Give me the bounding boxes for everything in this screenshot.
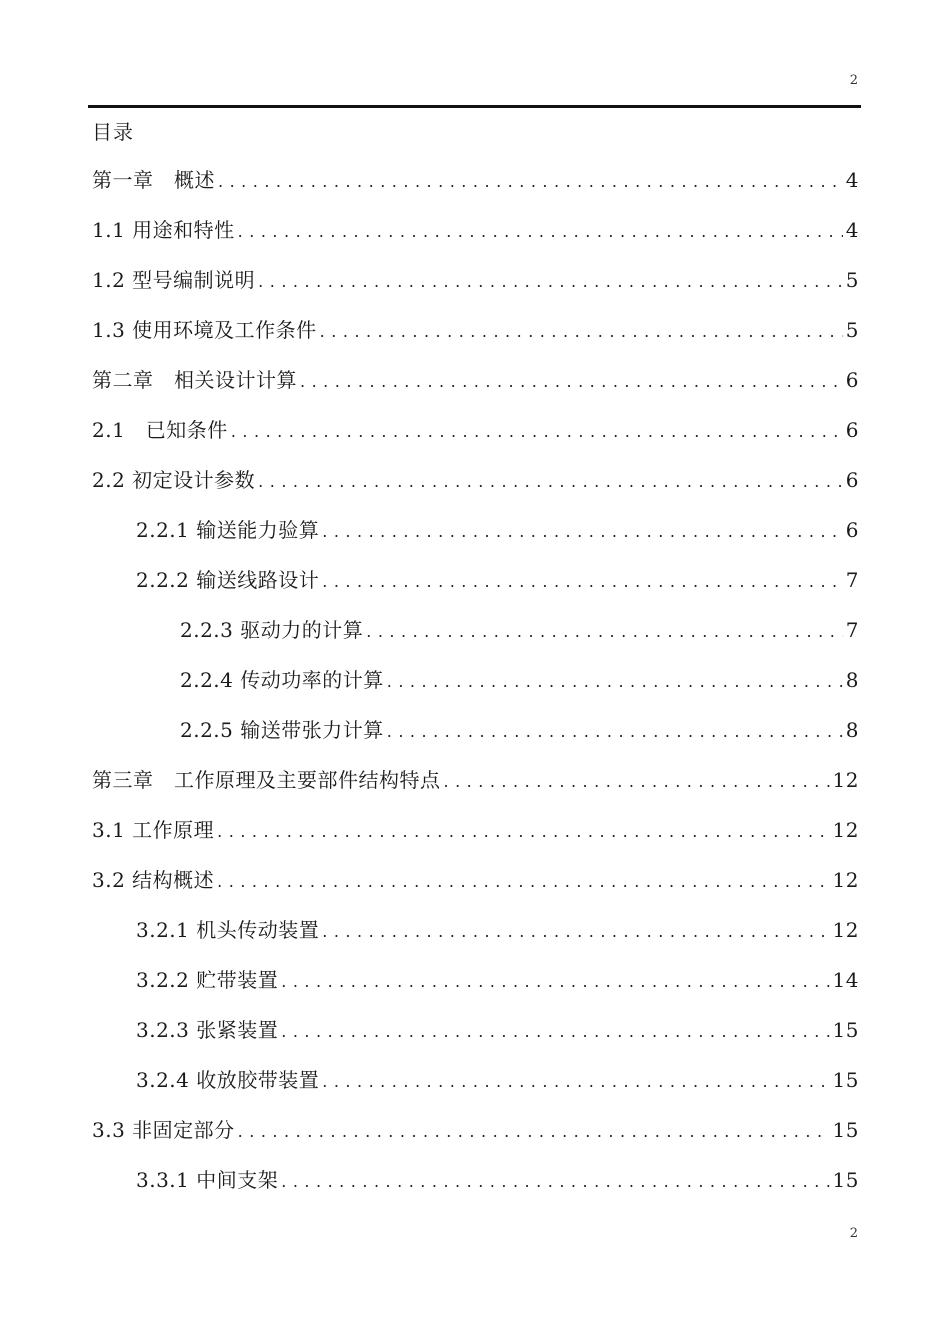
dot-leader [444, 768, 830, 796]
toc-entry-label: 3.3 非固定部分 [92, 1118, 235, 1142]
toc-entry-page: 6 [845, 468, 859, 492]
toc-entry-label: 1.3 使用环境及工作条件 [92, 318, 317, 342]
table-of-contents [92, 166, 859, 1216]
dot-leader [281, 1168, 829, 1196]
toc-entry-label: 2.2.3 驱动力的计算 [180, 618, 364, 642]
toc-entry-page: 12 [832, 918, 859, 942]
dot-leader [300, 368, 843, 396]
page-number-top: 2 [849, 73, 858, 88]
dot-leader [258, 268, 843, 296]
toc-entry[interactable] [92, 1166, 859, 1216]
toc-entry-label: 3.1 工作原理 [92, 818, 215, 842]
toc-entry-label: 3.2.1 机头传动装置 [136, 918, 320, 942]
dot-leader [218, 168, 843, 196]
dot-leader [238, 218, 843, 246]
toc-entry-page: 12 [832, 818, 859, 842]
toc-entry[interactable] [92, 416, 859, 466]
dot-leader [322, 568, 843, 596]
toc-entry[interactable] [92, 1066, 859, 1116]
toc-entry-page: 14 [832, 968, 859, 992]
dot-leader [238, 1118, 830, 1146]
toc-entry[interactable] [92, 566, 859, 616]
dot-leader [387, 668, 843, 696]
toc-entry-label: 3.2.4 收放胶带装置 [136, 1068, 320, 1092]
dot-leader [320, 318, 843, 346]
toc-entry[interactable] [92, 1116, 859, 1166]
dot-leader [217, 818, 829, 846]
toc-entry-page: 15 [832, 1168, 859, 1192]
toc-entry-page: 6 [845, 368, 859, 392]
dot-leader [322, 918, 829, 946]
header-rule [88, 105, 861, 108]
toc-entry-page: 15 [832, 1018, 859, 1042]
toc-entry-label: 3.3.1 中间支架 [136, 1168, 279, 1192]
toc-entry-page: 15 [832, 1068, 859, 1092]
toc-entry[interactable] [92, 866, 859, 916]
dot-leader [281, 968, 829, 996]
toc-entry-label: 第二章 相关设计计算 [92, 368, 297, 392]
dot-leader [366, 618, 843, 646]
toc-entry-label: 2.2.4 传动功率的计算 [180, 668, 384, 692]
dot-leader [258, 468, 843, 496]
toc-entry[interactable] [92, 216, 859, 266]
toc-entry[interactable] [92, 816, 859, 866]
toc-entry[interactable] [92, 966, 859, 1016]
dot-leader [322, 518, 843, 546]
toc-entry-label: 2.2.5 输送带张力计算 [180, 718, 384, 742]
toc-entry-page: 5 [845, 268, 859, 292]
toc-entry-label: 第一章 概述 [92, 168, 215, 192]
toc-entry-label: 1.2 型号编制说明 [92, 268, 256, 292]
toc-entry-label: 3.2.3 张紧装置 [136, 1018, 279, 1042]
dot-leader [322, 1068, 829, 1096]
toc-entry-page: 12 [832, 768, 859, 792]
toc-entry-page: 7 [845, 618, 859, 642]
toc-entry-page: 5 [845, 318, 859, 342]
toc-entry-label: 第三章 工作原理及主要部件结构特点 [92, 768, 441, 792]
toc-entry-page: 8 [845, 668, 859, 692]
toc-entry[interactable] [92, 916, 859, 966]
toc-entry-page: 6 [845, 518, 859, 542]
toc-entry-page: 7 [845, 568, 859, 592]
toc-entry[interactable] [92, 666, 859, 716]
dot-leader [217, 868, 829, 896]
toc-entry[interactable] [92, 616, 859, 666]
toc-entry-label: 3.2 结构概述 [92, 868, 215, 892]
toc-entry[interactable] [92, 516, 859, 566]
dot-leader [231, 418, 843, 446]
toc-entry-page: 8 [845, 718, 859, 742]
toc-entry-page: 12 [832, 868, 859, 892]
toc-entry[interactable] [92, 366, 859, 416]
toc-entry-page: 4 [845, 218, 859, 242]
toc-entry[interactable] [92, 166, 859, 216]
toc-title: 目录 [92, 120, 134, 144]
toc-entry-label: 1.1 用途和特性 [92, 218, 235, 242]
toc-entry[interactable] [92, 766, 859, 816]
toc-entry-page: 4 [845, 168, 859, 192]
toc-entry[interactable] [92, 266, 859, 316]
toc-entry-label: 2.2 初定设计参数 [92, 468, 256, 492]
toc-entry-label: 3.2.2 贮带装置 [136, 968, 279, 992]
toc-entry-page: 15 [832, 1118, 859, 1142]
toc-entry-label: 2.1 已知条件 [92, 418, 228, 442]
dot-leader [281, 1018, 829, 1046]
toc-entry-label: 2.2.1 输送能力验算 [136, 518, 320, 542]
toc-entry[interactable] [92, 466, 859, 516]
toc-entry-label: 2.2.2 输送线路设计 [136, 568, 320, 592]
toc-entry-page: 6 [845, 418, 859, 442]
page-number-bottom: 2 [849, 1226, 858, 1241]
toc-entry[interactable] [92, 716, 859, 766]
toc-entry[interactable] [92, 316, 859, 366]
dot-leader [387, 718, 843, 746]
toc-entry[interactable] [92, 1016, 859, 1066]
